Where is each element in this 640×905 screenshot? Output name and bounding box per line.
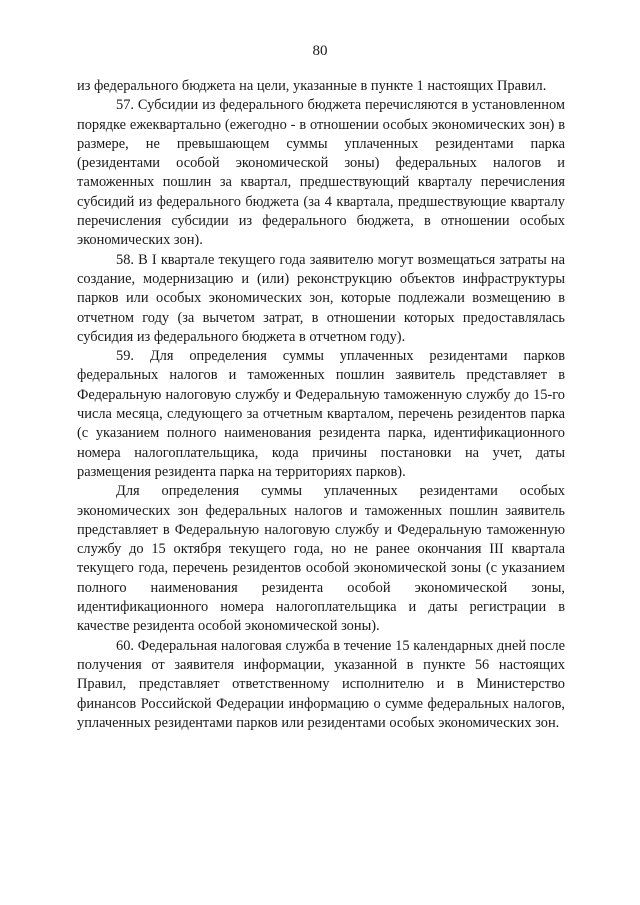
paragraph-59-part-2: Для определения суммы уплаченных резидентами особых экономических зон федеральных налогов и таможенных пошлин заявитель представляет в Федеральную налоговую службу и Федеральную таможенную службу до 15 октября текущего года, но не ранее окончания III квартала текущего года, перечень резидентов особой экономической зоны (с указанием полного наименования резидента особой экономической зоны, идентификационного номера налогоплательщика и даты регистрации в качестве резидента особой экономической зоны).: [77, 483, 565, 635]
paragraph-58: 58. В I квартале текущего года заявителю могут возмещаться затраты на создание, модернизацию и (или) реконструкцию объектов инфраструктуры парков или особых экономических зон, которые подлежали возмещению в отчетном году (за вычетом затрат, в отношении которых предоставлялась субсидия из федерального бюджета в отчетном году).: [77, 251, 565, 345]
paragraph-57: 57. Субсидии из федерального бюджета перечисляются в установленном порядке ежеквартально (ежегодно - в отношении особых экономических зон) в размере, не превышающем суммы уплаченных резидентами парка (резидентами особой экономической зоны) федеральных налогов и таможенных пошлин за квартал, предшествующий кварталу перечисления субсидий из федерального бюджета (за 4 квартала, предшествующие кварталу перечисления субсидии из федерального бюджета, в отношении особых экономических зон).: [77, 97, 565, 249]
paragraph-continuation: из федерального бюджета на цели, указанные в пункте 1 настоящих Правил.: [77, 78, 547, 94]
paragraph-60: 60. Федеральная налоговая служба в течение 15 календарных дней после получения от заявителя информации, указанной в пункте 56 настоящих Правил, представляет ответственному исполнителю и в Министерство финансов Российской Федерации информацию о сумме федеральных налогов, уплаченных резидентами парков или резидентами особых экономических зон.: [77, 637, 565, 731]
page-number: 80: [312, 43, 328, 59]
paragraph-59: 59. Для определения суммы уплаченных резидентами парков федеральных налогов и таможенных пошлин заявитель представляет в Федеральную налоговую службу и Федеральную таможенную службу до 15-го числа месяца, следующего за отчетным кварталом, перечень резидентов парка (с указанием полного наименования резидента парка, идентификационного номера налогоплательщика, кода причины постановки на учет, даты размещения резидента парка на территориях парков).: [77, 348, 565, 480]
document-body: [77, 77, 565, 733]
